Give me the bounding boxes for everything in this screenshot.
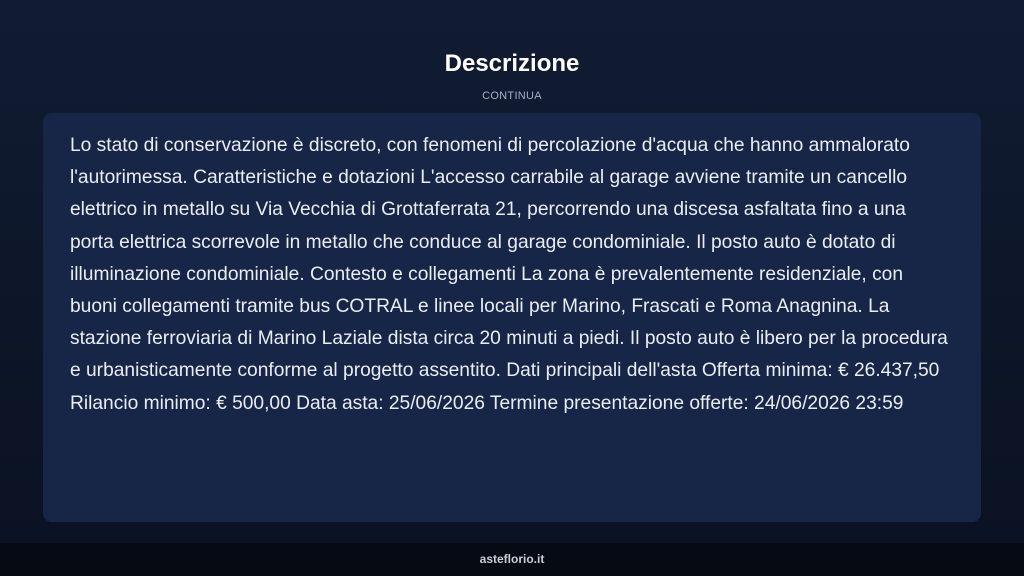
description-text: Lo stato di conservazione è discreto, con fenomeni di percolazione d'acqua che hanno ammalorato l'autorimessa. Caratteristiche e dotazioni L'accesso carrabile al garage avviene tramite un cancello elettrico in metallo su Via Vecchia di Grottaferrata 21, percorrendo una discesa asfaltata fino a una porta elettrica scorrevole in metallo che conduce al garage condominiale. Il posto auto è dotato di illuminazione condominiale. Contesto e collegamenti La zona è prevalentemente residenziale, con buoni collegamenti tramite bus COTRAL e linee locali per Marino, Frascati e Roma Anagnina. La stazione ferroviaria di Marino Laziale dista circa 20 minuti a piedi. Il posto auto è libero per la procedura e urbanisticamente conforme al progetto assentito. Dati principali dell'asta Offerta minima: € 26.437,50 Rilancio minimo: € 500,00 Data asta: 25/06/2026 Termine presentazione offerte: 24/06/2026 23:59 bbox=[70, 135, 948, 414]
description-card bbox=[43, 113, 981, 522]
continua-label: CONTINUA bbox=[482, 90, 542, 102]
page-title: Descrizione bbox=[444, 50, 580, 77]
footer-site-label: asteflorio.it bbox=[479, 552, 545, 566]
footer-bar bbox=[0, 543, 1024, 576]
